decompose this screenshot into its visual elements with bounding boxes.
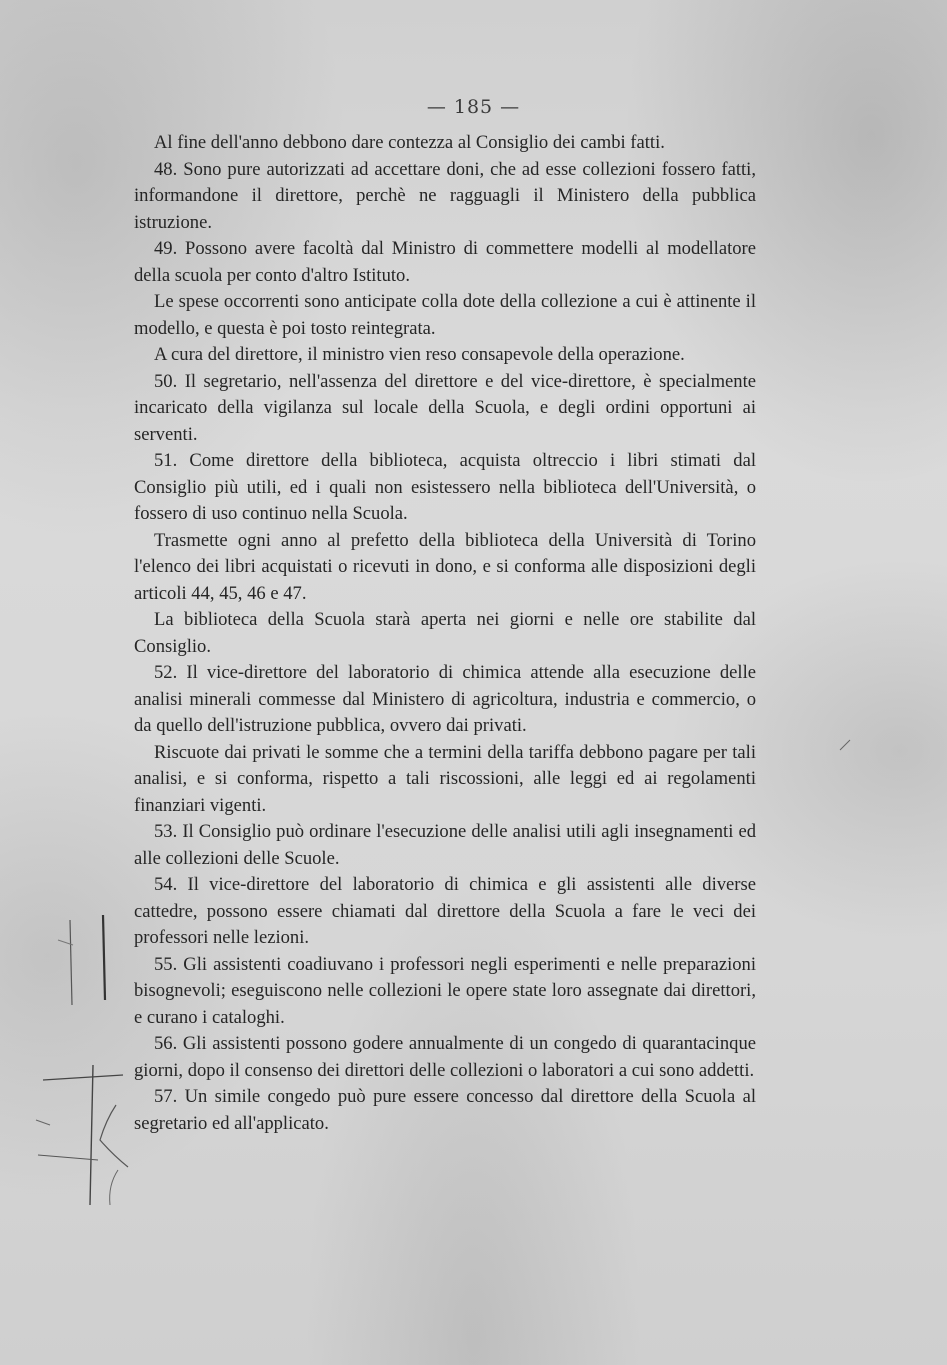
paragraph-closing-sentence: Al fine dell'anno debbono dare contezza al Consiglio dei cambi fatti.: [154, 132, 665, 153]
article-49-notice: A cura del direttore, il ministro vien reso consapevole della operazione.: [154, 344, 685, 365]
page-number: — 185 —: [426, 96, 521, 118]
article-57: 57. Un simile congedo può pure essere concesso dal direttore della Scuola al segretario ed all'applicato.: [134, 1086, 756, 1134]
article-52-fees: Riscuote dai privati le somme che a termini della tariffa debbono pagare per tali analisi, e si conforma, rispetto a tali riscossioni, alle leggi ed ai regolamenti finanziari vigenti.: [134, 741, 756, 816]
article-text-block: [134, 130, 756, 1137]
article-55: 55. Gli assistenti coadiuvano i professori negli esperimenti e nelle preparazioni bisognevoli; eseguiscono nelle collezioni le opere state loro assegnate dai direttori, e curano i cataloghi.: [134, 953, 756, 1028]
stray-pencil-mark: [838, 738, 852, 752]
article-51: 51. Come direttore della biblioteca, acquista oltreccio i libri stimati dal Consiglio più utili, ed i quali non esistessero nella biblioteca dell'Università, o fossero di uso continuo nella Scuola.: [134, 450, 756, 524]
article-53: 53. Il Consiglio può ordinare l'esecuzione delle analisi utili agli insegnamenti ed alle collezioni delle Scuole.: [134, 821, 756, 869]
article-54: 54. Il vice-direttore del laboratorio di chimica e gli assistenti alle diverse cattedre, possono essere chiamati dal direttore della Scuola a fare le veci dei professori nelle lezioni.: [134, 874, 756, 948]
article-50: 50. Il segretario, nell'assenza del direttore e del vice-direttore, è specialmente incaricato della vigilanza sul locale della Scuola, e degli ordini opportuni ai serventi.: [134, 370, 756, 445]
article-51-transmission: Trasmette ogni anno al prefetto della biblioteca della Università di Torino l'elenco dei libri acquistati o ricevuti in dono, e si conforma alle disposizioni degli articoli 44, 45, 46 e 47.: [134, 529, 756, 604]
article-56: 56. Gli assistenti possono godere annualmente di un congedo di quarantacinque giorni, dopo il consenso dei direttori delle collezioni o laboratori a cui sono addetti.: [134, 1033, 756, 1081]
article-48: 48. Sono pure autorizzati ad accettare doni, che ad esse collezioni fossero fatti, informandone il direttore, perchè ne ragguagli il Ministero della pubblica istruzione.: [134, 158, 756, 233]
article-51-opening-hours: La biblioteca della Scuola starà aperta nei giorni e nelle ore stabilite dal Consiglio.: [134, 609, 756, 657]
article-52: 52. Il vice-direttore del laboratorio di chimica attende alla esecuzione delle analisi minerali commesse dal Ministero di agricoltura, industria e commercio, o da quello dell'istruzione pubblica, ovvero dai privati.: [134, 662, 756, 736]
handwritten-margin-mark: [28, 905, 138, 1215]
article-49: 49. Possono avere facoltà dal Ministro di commettere modelli al modellatore della scuola per conto d'altro Istituto.: [134, 238, 756, 286]
article-49-expenses: Le spese occorrenti sono anticipate colla dote della collezione a cui è attinente il modello, e questa è poi tosto reintegrata.: [134, 291, 756, 339]
